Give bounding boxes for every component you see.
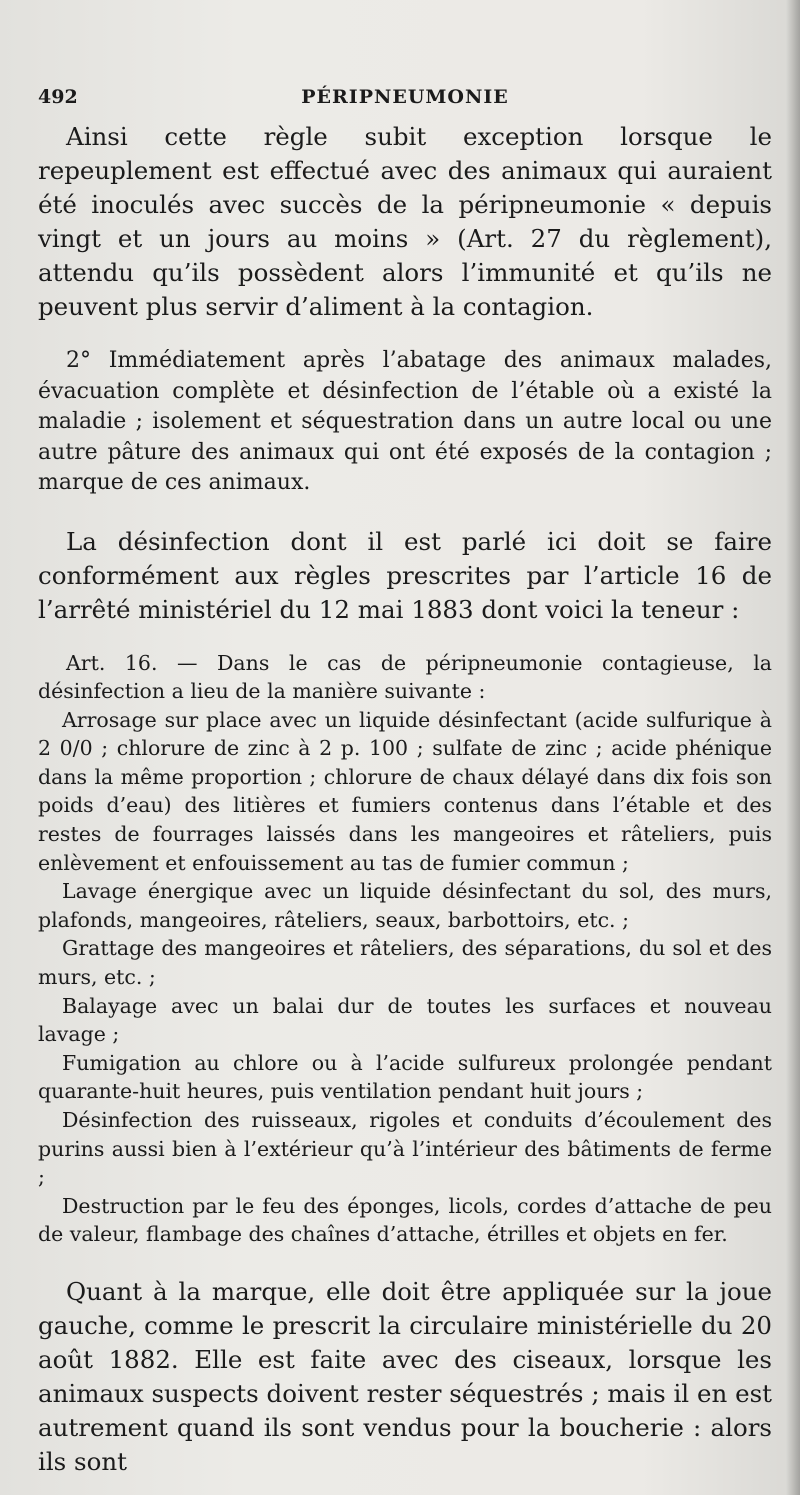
running-title: PÉRIPNEUMONIE bbox=[301, 86, 509, 108]
page-number: 492 bbox=[38, 86, 78, 108]
page-header bbox=[38, 78, 772, 112]
article-16-heading: Art. 16. — Dans le cas de péripneumonie contagieuse, la désinfection a lieu de la manière suivante : bbox=[38, 650, 772, 704]
list-item-fumigation: Fumigation au chlore ou à l’acide sulfureux prolongée pendant quarante-huit heures, puis ventilation pendant huit jours ; bbox=[38, 1050, 772, 1104]
paragraph-repeuplement: Ainsi cette règle subit exception lorsque le repeuplement est effectué avec des animaux qui auraient été inoculés avec succès de la péripneumonie « depuis vingt et un jours au moins » (Art. 27 du règlement), attendu qu’ils possèdent alors l’immunité et qu’ils ne peuvent plus servir d’aliment à la contagion. bbox=[38, 122, 772, 321]
list-item-balayage: Balayage avec un balai dur de toutes les surfaces et nouveau lavage ; bbox=[38, 993, 772, 1047]
paragraph-abatage: 2° Immédiatement après l’abatage des animaux malades, évacuation complète et désinfection de l’étable où a existé la maladie ; isolement et séquestration dans un autre local ou une autre pâture des animaux qui ont été exposés de la contagion ; marque de ces animaux. bbox=[38, 348, 772, 495]
list-item-ruisseaux: Désinfection des ruisseaux, rigoles et conduits d’écoulement des purins aussi bien à l’extérieur qu’à l’intérieur des bâtiments de ferme ; bbox=[38, 1108, 772, 1190]
paragraph-marque: Quant à la marque, elle doit être appliquée sur la joue gauche, comme le prescrit la circulaire ministérielle du 20 août 1882. Elle est faite avec des ciseaux, lorsque les animaux suspects doivent rester séquestrés ; mais il en est autrement quand ils sont vendus pour la boucherie : alors ils sont bbox=[38, 1276, 772, 1476]
list-item-grattage: Grattage des mangeoires et râteliers, des séparations, du sol et des murs, etc. ; bbox=[38, 936, 772, 990]
page-edge-shadow bbox=[786, 0, 800, 1495]
list-item-lavage: Lavage énergique avec un liquide désinfectant du sol, des murs, plafonds, mangeoires, râteliers, seaux, barbottoirs, etc. ; bbox=[38, 879, 772, 932]
list-item-destruction: Destruction par le feu des éponges, licols, cordes d’attache de peu de valeur, flambage des chaînes d’attache, étrilles et objets en fer. bbox=[38, 1193, 772, 1247]
paragraph-desinfection-intro: La désinfection dont il est parlé ici doit se faire conformément aux règles prescrites par l’article 16 de l’arrêté ministériel du 12 mai 1883 dont voici la teneur : bbox=[38, 526, 772, 624]
list-item-arrosage: Arrosage sur place avec un liquide désinfectant (acide sulfurique à 2 0/0 ; chlorure de zinc à 2 p. 100 ; sulfate de zinc ; acide phénique dans la même proportion ; chlorure de chaux délayé dans dix fois son poids d’eau) des litières et fumiers contenus dans l’étable et des restes de fourrages laissés dans les mangeoires et râteliers, puis enlèvement et enfouissement au tas de fumier commun ; bbox=[38, 707, 772, 875]
